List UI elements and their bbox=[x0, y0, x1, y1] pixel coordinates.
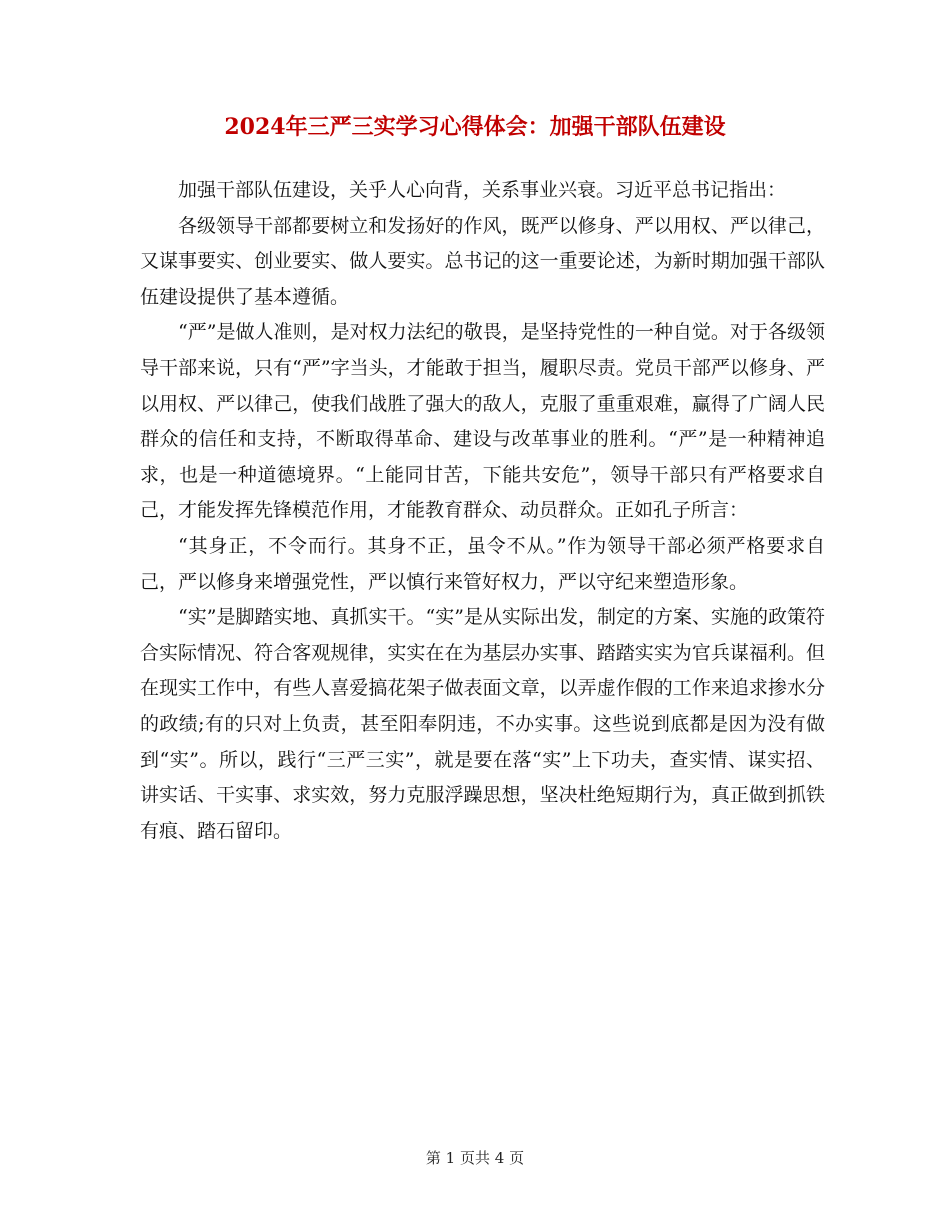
paragraph-4: “其身正，不令而行。其身不正，虽令不从。”作为领导干部必须严格要求自己，严以修身来增强党性，严以慎行来管好权力，严以守纪来塑造形象。 bbox=[140, 534, 825, 593]
document-title: 2024年三严三实学习心得体会：加强干部队伍建设 bbox=[224, 114, 726, 140]
page-footer: 第 1 页共 4 页 bbox=[425, 1149, 525, 1167]
paragraph-5: “实”是脚踏实地、真抓实干。“实”是从实际出发，制定的方案、实施的政策符合实际情况、符合客观规律，实实在在为基层办实事、踏踏实实为官兵谋福利。但在现实工作中，有些人喜爱搞花架子做表面文章，以弄虚作假的工作来追求掺水分的政绩;有的只对上负责，甚至阳奉阴违，不办实事。这些说到底都是因为没有做到“实”。所以，践行“三严三实”，就是要在落“实”上下功夫，查实情、谋实招、讲实话、干实事、求实效，努力克服浮躁思想，坚决杜绝短期行为，真正做到抓铁有痕、踏石留印。 bbox=[140, 606, 825, 842]
paragraph-1: 加强干部队伍建设，关乎人心向背，关系事业兴衰。习近平总书记指出： bbox=[178, 179, 787, 201]
paragraph-3: “严”是做人准则，是对权力法纪的敬畏，是坚持党性的一种自觉。对于各级领导干部来说，只有“严”字当头，才能敢于担当，履职尽责。党员干部严以修身、严以用权、严以律己，使我们战胜了强大的敌人，克服了重重艰难，赢得了广阔人民群众的信任和支持，不断取得革命、建设与改革事业的胜利。“严”是一种精神追求，也是一种道德境界。“上能同甘苦，下能共安危”，领导干部只有严格要求自己，才能发挥先锋模范作用，才能教育群众、动员群众。正如孔子所言： bbox=[140, 321, 825, 522]
document-body bbox=[140, 173, 825, 849]
paragraph-2: 各级领导干部都要树立和发扬好的作风，既严以修身、严以用权、严以律己，又谋事要实、创业要实、做人要实。总书记的这一重要论述，为新时期加强干部队伍建设提供了基本遵循。 bbox=[140, 214, 825, 308]
